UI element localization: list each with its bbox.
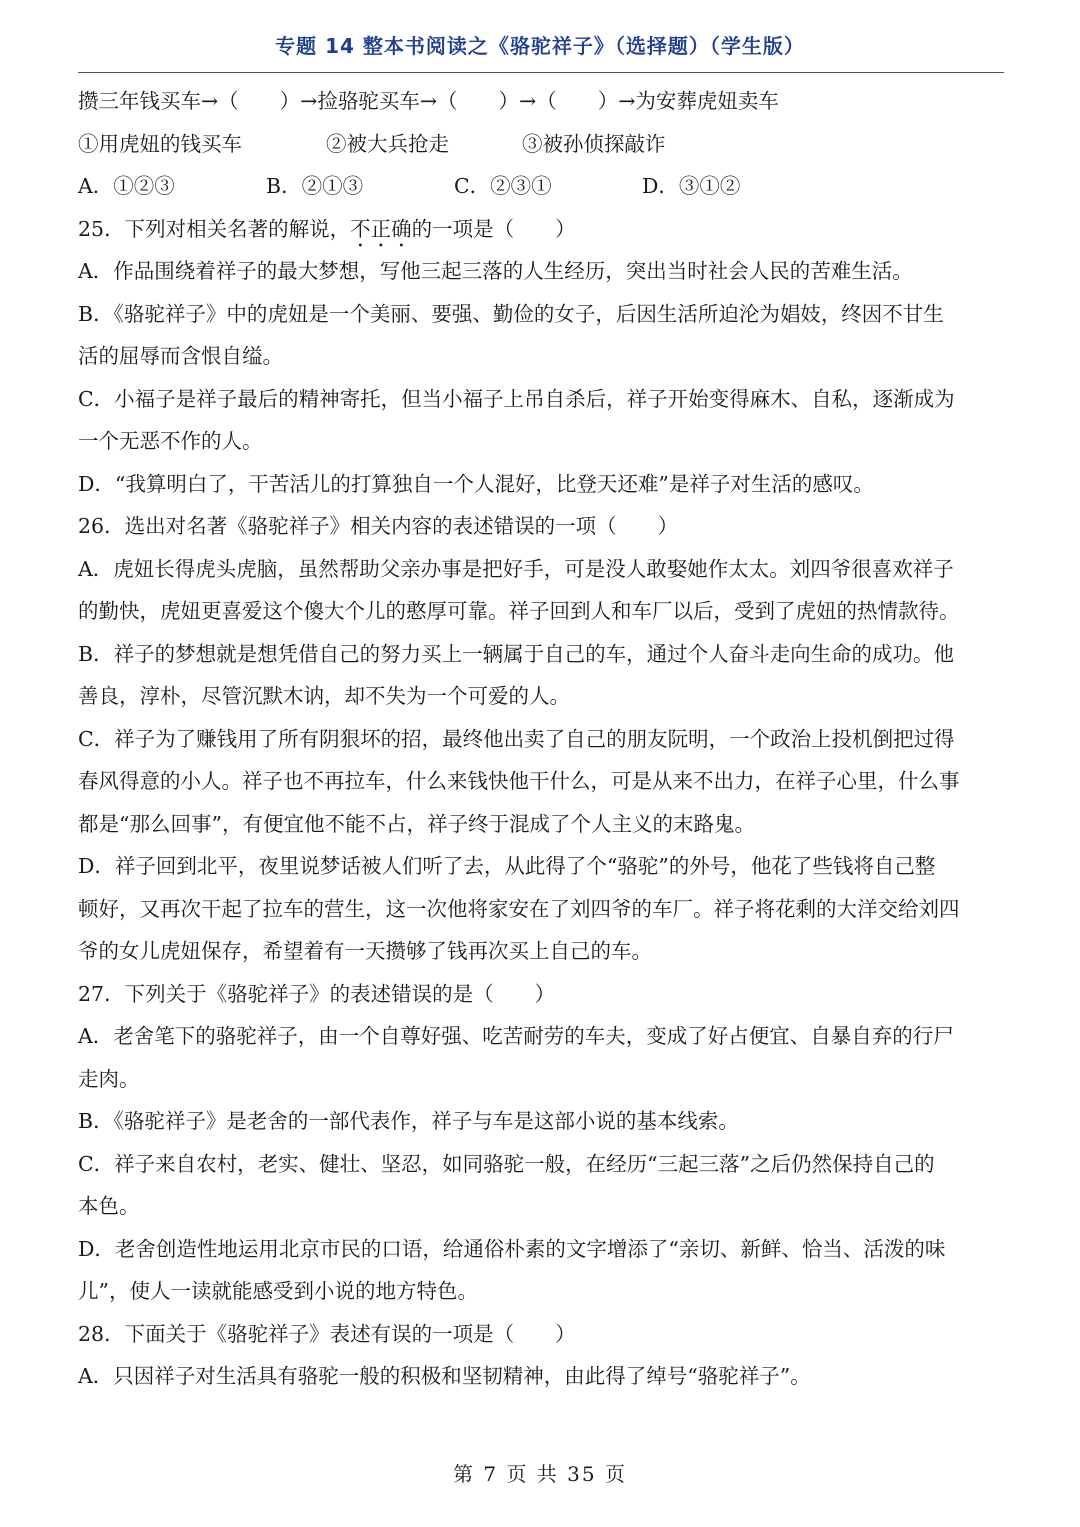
q26-line: 都是“那么回事”，有便宜他不能不占，祥子终于混成了个人主义的末路鬼。 — [78, 811, 755, 836]
q24-item-2: ②被大兵抢走 — [326, 131, 449, 156]
q25-line: A．作品围绕着祥子的最大梦想，写他三起三落的人生经历，突出当时社会人民的苦难生活。 — [78, 259, 913, 283]
q24-sequence: 攒三年钱买车→（ ）→捡骆驼买车→（ ）→（ ）→为安葬虎妞卖车 — [78, 89, 779, 113]
q26-line: 春风得意的小人。祥子也不再拉车，什么来钱快他干什么，可是从来不出力，在祥子心里，什么事 — [78, 769, 960, 793]
q25-line: B．《骆驼祥子》中的虎妞是一个美丽、要强、勤俭的女子，后因生活所迫沦为娼妓，终因不甘生 — [78, 301, 944, 326]
q25-stem-prefix: 25．下列对相关名著的解说， — [78, 216, 351, 241]
q26-line: 善良，淳朴，尽管沉默木讷，却不失为一个可爱的人。 — [78, 684, 570, 708]
page-number-footer: 第 7 页 共 35 页 — [453, 1462, 627, 1486]
q28-line: A．只因祥子对生活具有骆驼一般的积极和坚韧精神，由此得了绰号“骆驼祥子”。 — [78, 1364, 811, 1388]
q28-stem: 28．下面关于《骆驼祥子》表述有误的一项是（ ） — [78, 1321, 576, 1346]
q27-line: B．《骆驼祥子》是老舍的一部代表作，祥子与车是这部小说的基本线索。 — [78, 1109, 739, 1133]
q24-option-a: A．①②③ — [78, 174, 175, 198]
q24-item-1: ①用虎妞的钱买车 — [78, 131, 242, 156]
q26-line: B．祥子的梦想就是想凭借自己的努力买上一辆属于自己的车，通过个人奋斗走向生命的成功。他 — [78, 641, 955, 666]
q27-stem: 27．下列关于《骆驼祥子》的表述错误的是（ ） — [78, 981, 556, 1006]
q24-option-c: C．②③① — [454, 174, 552, 198]
q27-line: 本色。 — [78, 1194, 140, 1218]
page-header-title: 专题 14 整本书阅读之《骆驼祥子》（选择题）（学生版） — [275, 34, 805, 58]
q26-line: 爷的女儿虎妞保存，希望着有一天攒够了钱再次买上自己的车。 — [78, 939, 652, 963]
q25-line: D．“我算明白了，干苦活儿的打算独自一个人混好，比登天还难”是祥子对生活的感叹。 — [78, 471, 874, 496]
q25-stem — [78, 208, 1006, 251]
q25-stem-emphasis: 不正确 — [350, 216, 412, 241]
q26-line: D．祥子回到北平，夜里说梦话被人们听了去，从此得了个“骆驼”的外号，他花了些钱将自己整 — [78, 854, 936, 878]
q24-items — [78, 123, 1006, 166]
q26-stem: 26．选出对名著《骆驼祥子》相关内容的表述错误的一项（ ） — [78, 514, 679, 538]
q26-line: 顿好，又再次干起了拉车的营生，这一次他将家安在了刘四爷的车厂。祥子将花剩的大洋交给刘四 — [78, 896, 960, 921]
header-divider — [78, 72, 1004, 73]
q25-line: C．小福子是祥子最后的精神寄托，但当小福子上吊自杀后，祥子开始变得麻木、自私，逐渐成为 — [78, 386, 955, 411]
q26-line: 的勤快，虎妞更喜爱这个傻大个儿的憨厚可靠。祥子回到人和车厂以后，受到了虎妞的热情款待。 — [78, 599, 960, 623]
q26-line: A．虎妞长得虎头虎脑，虽然帮助父亲办事是把好手，可是没人敢娶她作太太。刘四爷很喜欢祥子 — [78, 556, 954, 581]
q27-line: C．祥子来自农村，老实、健壮、坚忍，如同骆驼一般，在经历“三起三落”之后仍然保持自己的 — [78, 1151, 935, 1176]
q27-line: 儿”，使人一读就能感受到小说的地方特色。 — [78, 1279, 478, 1303]
q27-line: A．老舍笔下的骆驼祥子，由一个自尊好强、吃苦耐劳的车夫，变成了好占便宜、自暴自弃的行尸 — [78, 1024, 954, 1048]
q24-option-d: D．③①② — [642, 174, 741, 198]
q24-item-3: ③被孙侦探敲诈 — [522, 131, 666, 156]
q25-line: 一个无恶不作的人。 — [78, 429, 263, 453]
q25-stem-suffix: 的一项是（ ） — [411, 216, 576, 241]
q24-options — [78, 165, 1006, 208]
document-body — [78, 80, 1006, 1398]
q25-line: 活的屈辱而含恨自缢。 — [78, 344, 283, 368]
q27-line: 走肉。 — [78, 1066, 140, 1091]
q27-line: D．老舍创造性地运用北京市民的口语，给通俗朴素的文字增添了“亲切、新鲜、恰当、活泼的味 — [78, 1236, 946, 1261]
q24-option-b: B．②①③ — [266, 174, 364, 198]
q26-line: C．祥子为了赚钱用了所有阴狠坏的招，最终他出卖了自己的朋友阮明，一个政治上投机倒把过得 — [78, 726, 955, 751]
